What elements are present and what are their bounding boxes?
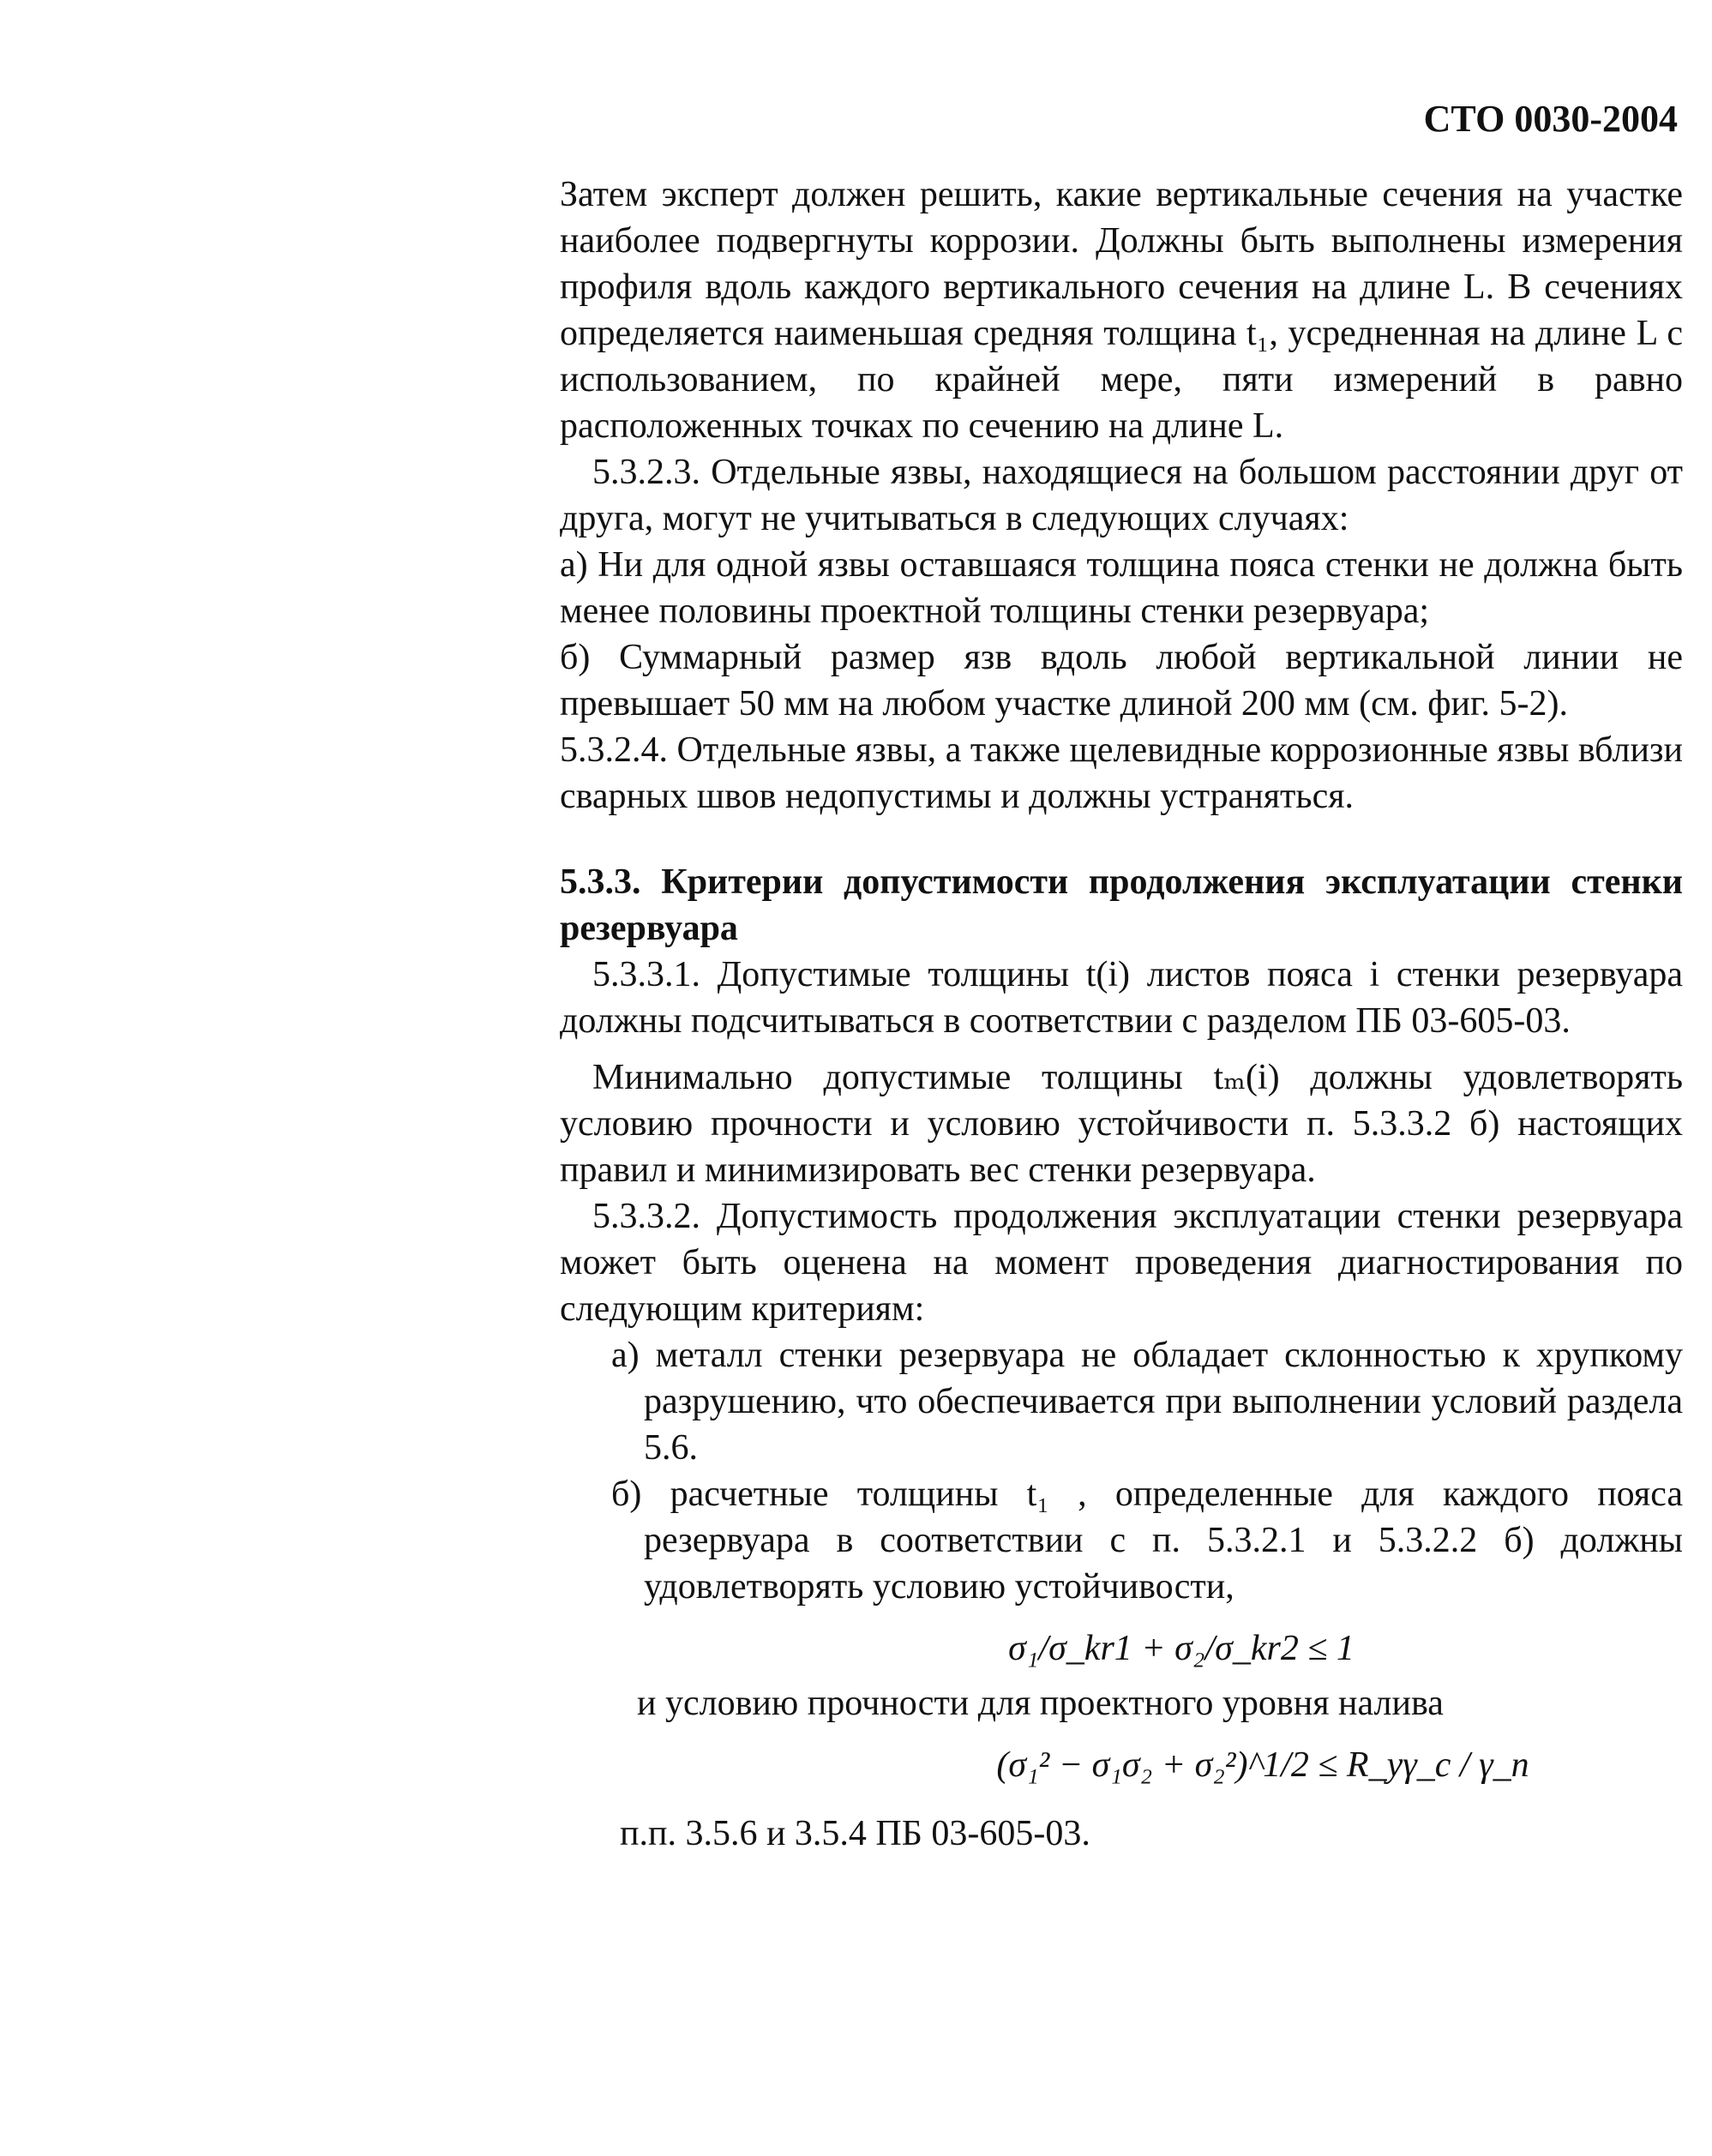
section-heading-5-3-3: 5.3.3. Критерии допустимости продолжения эксплуатации стенки резервуара bbox=[560, 862, 1683, 948]
paragraph-profile-measurement: Затем эксперт должен решить, какие вертикальные сечения на участке наиболее подвергнуты коррозии. Должны быть выполнены измерения профиля вдоль каждого вертикального сечения на длине L. В сечениях определяется наименьшая средняя толщина t₁, усредненная на длине L с использованием, по крайней мере, пяти измерений в равно расположенных точках по сечению на длине L. bbox=[560, 175, 1683, 446]
paragraph-item-a-pits: а) Ни для одной язвы оставшаяся толщина пояса стенки не должна быть менее половины проектной толщины стенки резервуара; bbox=[560, 545, 1683, 631]
paragraph-5-3-2-4: 5.3.2.4. Отдельные язвы, а также щелевидные коррозионные язвы вблизи сварных швов недопустимы и должны устраняться. bbox=[560, 730, 1683, 816]
paragraph-5-3-2-3: 5.3.2.3. Отдельные язвы, находящиеся на большом расстоянии друг от друга, могут не учитываться в следующих случаях: bbox=[560, 453, 1683, 538]
stability-formula: σ₁/σ_kr1 + σ₂/σ_kr2 ≤ 1 bbox=[1008, 1629, 1355, 1668]
paragraph-item-b-pits: б) Суммарный размер язв вдоль любой вертикальной линии не превышает 50 мм на любом участке длиной 200 мм (см. фиг. 5-2). bbox=[560, 638, 1683, 724]
paragraph-min-thickness: Минимально допустимые толщины tₘ(i) должны удовлетворять условию прочности и условию устойчивости п. 5.3.3.2 б) настоящих правил и минимизировать вес стенки резервуара. bbox=[560, 1058, 1683, 1190]
paragraph-5-3-3-1: 5.3.3.1. Допустимые толщины t(i) листов пояса i стенки резервуара должны подсчитываться в соответствии с разделом ПБ 03-605-03. bbox=[560, 955, 1683, 1041]
criterion-b: б) расчетные толщины t₁ , определенные для каждого пояса резервуара в соответствии с п. 5.3.2.1 и 5.3.2.2 б) должны удовлетворять условию устойчивости, bbox=[611, 1474, 1683, 1606]
strength-condition-text: и условию прочности для проектного уровня налива bbox=[637, 1684, 1444, 1723]
reference-note: п.п. 3.5.6 и 3.5.4 ПБ 03-605-03. bbox=[620, 1814, 1090, 1853]
document-id: СТО 0030-2004 bbox=[1423, 98, 1678, 140]
page-body bbox=[560, 171, 1683, 1857]
paragraph-5-3-3-2: 5.3.3.2. Допустимость продолжения эксплуатации стенки резервуара может быть оценена на момент проведения диагностирования по следующим критериям: bbox=[560, 1197, 1683, 1329]
criterion-a: а) металл стенки резервуара не обладает склонностью к хрупкому разрушению, что обеспечивается при выполнении условий раздела 5.6. bbox=[611, 1336, 1683, 1468]
strength-formula: (σ₁² − σ₁σ₂ + σ₂²)^1/2 ≤ R_yγ_c / γ_n bbox=[996, 1745, 1529, 1785]
